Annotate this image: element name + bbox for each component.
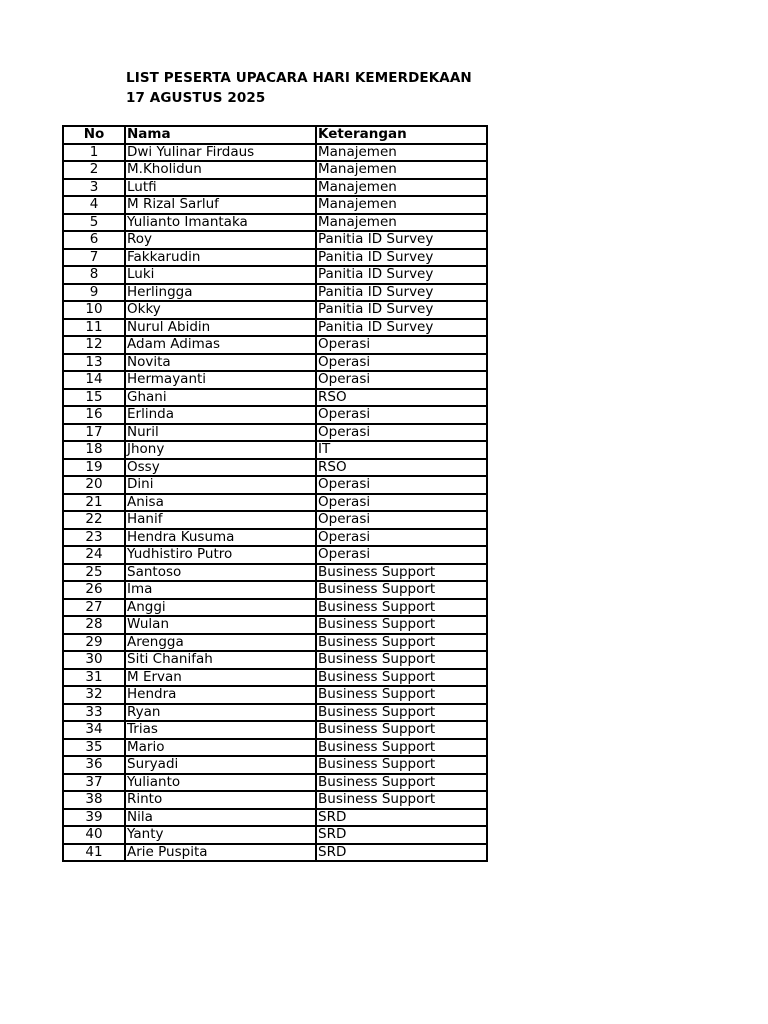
table-row [63, 284, 487, 302]
cell-no: 1 [63, 144, 125, 162]
cell-nama: Yanty [125, 826, 316, 844]
cell-keterangan: Operasi [316, 406, 487, 424]
participant-table [62, 125, 488, 862]
cell-no: 9 [63, 284, 125, 302]
cell-no: 23 [63, 529, 125, 547]
cell-nama: Nurul Abidin [125, 319, 316, 337]
cell-no: 26 [63, 581, 125, 599]
cell-keterangan: Operasi [316, 494, 487, 512]
cell-keterangan: Panitia ID Survey [316, 266, 487, 284]
cell-nama: Santoso [125, 564, 316, 582]
cell-keterangan: Operasi [316, 336, 487, 354]
cell-no: 25 [63, 564, 125, 582]
cell-no: 40 [63, 826, 125, 844]
cell-keterangan: Operasi [316, 511, 487, 529]
cell-no: 24 [63, 546, 125, 564]
cell-no: 34 [63, 721, 125, 739]
table-row [63, 249, 487, 267]
table-row [63, 441, 487, 459]
table-row [63, 214, 487, 232]
table-row [63, 791, 487, 809]
title-line-1: LIST PESERTA UPACARA HARI KEMERDEKAAN [126, 70, 472, 86]
title-line-2: 17 AGUSTUS 2025 [126, 90, 266, 106]
cell-keterangan: Business Support [316, 774, 487, 792]
cell-no: 38 [63, 791, 125, 809]
cell-nama: Wulan [125, 616, 316, 634]
cell-nama: Luki [125, 266, 316, 284]
table-row [63, 231, 487, 249]
cell-keterangan: Operasi [316, 371, 487, 389]
table-row [63, 844, 487, 862]
cell-keterangan: Panitia ID Survey [316, 319, 487, 337]
cell-nama: Okky [125, 301, 316, 319]
table-row [63, 599, 487, 617]
cell-nama: M Rizal Sarluf [125, 196, 316, 214]
cell-keterangan: Operasi [316, 529, 487, 547]
table-row [63, 616, 487, 634]
table-row [63, 546, 487, 564]
table-row [63, 144, 487, 162]
cell-nama: Anisa [125, 494, 316, 512]
table-row [63, 459, 487, 477]
cell-no: 32 [63, 686, 125, 704]
cell-no: 13 [63, 354, 125, 372]
cell-no: 33 [63, 704, 125, 722]
cell-nama: Lutfi [125, 179, 316, 197]
cell-no: 39 [63, 809, 125, 827]
table-row [63, 301, 487, 319]
cell-nama: Arie Puspita [125, 844, 316, 862]
cell-nama: Roy [125, 231, 316, 249]
cell-nama: Ryan [125, 704, 316, 722]
cell-nama: Hermayanti [125, 371, 316, 389]
cell-nama: Herlingga [125, 284, 316, 302]
cell-no: 29 [63, 634, 125, 652]
cell-no: 19 [63, 459, 125, 477]
cell-keterangan: RSO [316, 389, 487, 407]
cell-nama: Novita [125, 354, 316, 372]
table-row [63, 826, 487, 844]
table-row [63, 704, 487, 722]
cell-no: 4 [63, 196, 125, 214]
cell-nama: Yulianto Imantaka [125, 214, 316, 232]
cell-nama: Ghani [125, 389, 316, 407]
cell-no: 36 [63, 756, 125, 774]
cell-no: 30 [63, 651, 125, 669]
table-row [63, 564, 487, 582]
table-row [63, 686, 487, 704]
cell-nama: Dini [125, 476, 316, 494]
cell-nama: Yulianto [125, 774, 316, 792]
table-row [63, 476, 487, 494]
cell-keterangan: Business Support [316, 686, 487, 704]
table-row [63, 581, 487, 599]
cell-keterangan: Business Support [316, 581, 487, 599]
cell-no: 37 [63, 774, 125, 792]
cell-keterangan: Business Support [316, 564, 487, 582]
cell-no: 12 [63, 336, 125, 354]
cell-nama: M Ervan [125, 669, 316, 687]
table-row [63, 266, 487, 284]
cell-no: 8 [63, 266, 125, 284]
cell-no: 17 [63, 424, 125, 442]
table-row [63, 721, 487, 739]
cell-nama: M.Kholidun [125, 161, 316, 179]
cell-nama: Fakkarudin [125, 249, 316, 267]
cell-no: 3 [63, 179, 125, 197]
table-row [63, 756, 487, 774]
cell-keterangan: Business Support [316, 739, 487, 757]
cell-keterangan: Manajemen [316, 161, 487, 179]
cell-keterangan: Manajemen [316, 179, 487, 197]
cell-keterangan: Business Support [316, 599, 487, 617]
cell-nama: Suryadi [125, 756, 316, 774]
cell-no: 27 [63, 599, 125, 617]
cell-keterangan: Business Support [316, 791, 487, 809]
header-no: No [63, 126, 125, 144]
cell-keterangan: Panitia ID Survey [316, 249, 487, 267]
cell-no: 15 [63, 389, 125, 407]
cell-nama: Dwi Yulinar Firdaus [125, 144, 316, 162]
cell-no: 28 [63, 616, 125, 634]
cell-nama: Erlinda [125, 406, 316, 424]
cell-no: 16 [63, 406, 125, 424]
table-row [63, 739, 487, 757]
table-row [63, 179, 487, 197]
cell-keterangan: Business Support [316, 721, 487, 739]
table-row [63, 774, 487, 792]
cell-keterangan: Operasi [316, 424, 487, 442]
table-row [63, 336, 487, 354]
cell-keterangan: IT [316, 441, 487, 459]
cell-no: 6 [63, 231, 125, 249]
table-row [63, 354, 487, 372]
cell-no: 35 [63, 739, 125, 757]
cell-nama: Jhony [125, 441, 316, 459]
cell-keterangan: Operasi [316, 354, 487, 372]
cell-no: 10 [63, 301, 125, 319]
cell-keterangan: Panitia ID Survey [316, 231, 487, 249]
table-row [63, 389, 487, 407]
table-body [63, 144, 487, 862]
cell-no: 18 [63, 441, 125, 459]
cell-no: 41 [63, 844, 125, 862]
cell-no: 5 [63, 214, 125, 232]
table-row [63, 406, 487, 424]
cell-nama: Siti Chanifah [125, 651, 316, 669]
cell-nama: Adam Adimas [125, 336, 316, 354]
table-row [63, 809, 487, 827]
table-row [63, 494, 487, 512]
cell-keterangan: Business Support [316, 616, 487, 634]
table-row [63, 529, 487, 547]
cell-no: 2 [63, 161, 125, 179]
table-header-row [63, 126, 487, 144]
table-row [63, 196, 487, 214]
cell-no: 20 [63, 476, 125, 494]
cell-keterangan: Manajemen [316, 144, 487, 162]
cell-no: 7 [63, 249, 125, 267]
table-row [63, 371, 487, 389]
cell-no: 22 [63, 511, 125, 529]
cell-nama: Nila [125, 809, 316, 827]
table-row [63, 511, 487, 529]
cell-keterangan: SRD [316, 844, 487, 862]
cell-nama: Mario [125, 739, 316, 757]
cell-nama: Nuril [125, 424, 316, 442]
cell-nama: Anggi [125, 599, 316, 617]
cell-keterangan: Manajemen [316, 214, 487, 232]
table-row [63, 319, 487, 337]
cell-nama: Ima [125, 581, 316, 599]
header-nama: Nama [125, 126, 316, 144]
cell-nama: Hendra Kusuma [125, 529, 316, 547]
cell-no: 21 [63, 494, 125, 512]
header-keterangan: Keterangan [316, 126, 487, 144]
cell-keterangan: Operasi [316, 546, 487, 564]
cell-nama: Hendra [125, 686, 316, 704]
cell-keterangan: Business Support [316, 756, 487, 774]
cell-keterangan: SRD [316, 826, 487, 844]
cell-keterangan: Operasi [316, 476, 487, 494]
cell-keterangan: Panitia ID Survey [316, 284, 487, 302]
cell-keterangan: RSO [316, 459, 487, 477]
table-row [63, 634, 487, 652]
cell-nama: Rinto [125, 791, 316, 809]
cell-keterangan: Manajemen [316, 196, 487, 214]
table-row [63, 424, 487, 442]
cell-keterangan: Panitia ID Survey [316, 301, 487, 319]
cell-nama: Yudhistiro Putro [125, 546, 316, 564]
table-row [63, 669, 487, 687]
cell-nama: Ossy [125, 459, 316, 477]
cell-keterangan: Business Support [316, 704, 487, 722]
document-title [126, 68, 472, 108]
cell-nama: Hanif [125, 511, 316, 529]
cell-keterangan: SRD [316, 809, 487, 827]
cell-keterangan: Business Support [316, 634, 487, 652]
cell-no: 11 [63, 319, 125, 337]
cell-nama: Arengga [125, 634, 316, 652]
cell-no: 31 [63, 669, 125, 687]
table-row [63, 651, 487, 669]
table-row [63, 161, 487, 179]
cell-no: 14 [63, 371, 125, 389]
cell-nama: Trias [125, 721, 316, 739]
cell-keterangan: Business Support [316, 651, 487, 669]
cell-keterangan: Business Support [316, 669, 487, 687]
